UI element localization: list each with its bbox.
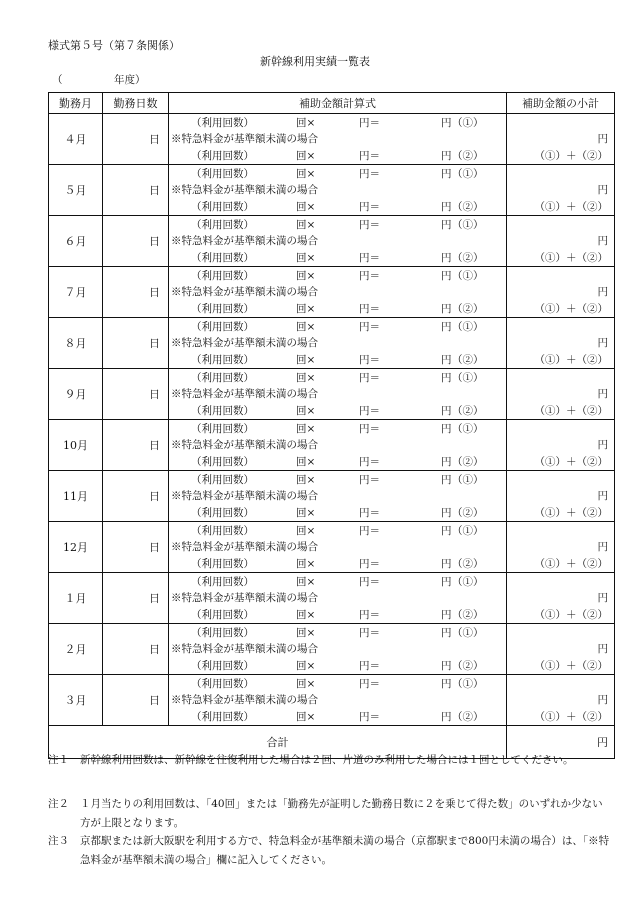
mark-1-label: （①） bbox=[452, 219, 484, 231]
mark-2-label: （②） bbox=[452, 303, 484, 315]
month-cell: 10月 bbox=[49, 420, 103, 471]
yen-label: 円 bbox=[441, 354, 452, 366]
mark-2-label: （②） bbox=[452, 660, 484, 672]
usage-label: （利用回数） bbox=[191, 525, 254, 537]
yen-label: 円 bbox=[441, 423, 452, 435]
total-label: 合計 bbox=[49, 726, 507, 759]
times-label: 回× bbox=[296, 660, 316, 672]
usage-label: （利用回数） bbox=[191, 354, 254, 366]
work-days-field[interactable]: 日 bbox=[103, 624, 169, 675]
formula-cell[interactable] bbox=[169, 624, 507, 675]
month-cell: 12月 bbox=[49, 522, 103, 573]
times-label: 回× bbox=[296, 219, 316, 231]
subtotal-field[interactable] bbox=[507, 165, 615, 216]
work-days-field[interactable]: 日 bbox=[103, 420, 169, 471]
yen-equals-label: 円＝ bbox=[359, 678, 380, 690]
column-header-month: 勤務月 bbox=[49, 93, 103, 114]
subtotal-formula: （①）＋（②） bbox=[534, 558, 608, 570]
yen-equals-label: 円＝ bbox=[359, 219, 380, 231]
times-label: 回× bbox=[296, 372, 316, 384]
note-text: １月当たりの利用回数は、「40回」または「勤務先が証明した勤務日数に２を乗じて得た数」のいずれか少ない方が上限となります。 bbox=[80, 798, 603, 829]
times-label: 回× bbox=[296, 405, 316, 417]
subtotal-formula: （①）＋（②） bbox=[534, 201, 608, 213]
mark-2-label: （②） bbox=[452, 150, 484, 162]
yen-label: 円 bbox=[441, 474, 452, 486]
subtotal-yen-label: 円 bbox=[597, 694, 608, 706]
note-label: 注３ bbox=[48, 835, 69, 847]
column-header-formula: 補助金額計算式 bbox=[169, 93, 507, 114]
subtotal-formula: （①）＋（②） bbox=[534, 711, 608, 723]
table-row bbox=[49, 165, 615, 216]
yen-equals-label: 円＝ bbox=[359, 303, 380, 315]
formula-cell[interactable] bbox=[169, 165, 507, 216]
yen-equals-label: 円＝ bbox=[359, 576, 380, 588]
table-header-row bbox=[49, 93, 615, 114]
yen-label: 円 bbox=[441, 150, 452, 162]
yen-equals-label: 円＝ bbox=[359, 321, 380, 333]
subtotal-field[interactable] bbox=[507, 624, 615, 675]
subtotal-field[interactable] bbox=[507, 267, 615, 318]
yen-label: 円 bbox=[441, 609, 452, 621]
month-cell: ４月 bbox=[49, 114, 103, 165]
usage-label: （利用回数） bbox=[191, 609, 254, 621]
usage-label: （利用回数） bbox=[191, 201, 254, 213]
page-title: 新幹線利用実績一覧表 bbox=[260, 55, 370, 68]
subtotal-yen-label: 円 bbox=[597, 133, 608, 145]
yen-label: 円 bbox=[441, 372, 452, 384]
special-case-label: ※特急料金が基準額未満の場合 bbox=[171, 439, 318, 451]
usage-label: （利用回数） bbox=[191, 558, 254, 570]
yen-label: 円 bbox=[441, 456, 452, 468]
formula-cell[interactable] bbox=[169, 522, 507, 573]
formula-cell[interactable] bbox=[169, 471, 507, 522]
subtotal-formula: （①）＋（②） bbox=[534, 609, 608, 621]
usage-label: （利用回数） bbox=[191, 117, 254, 129]
times-label: 回× bbox=[296, 456, 316, 468]
times-label: 回× bbox=[296, 423, 316, 435]
work-days-field[interactable]: 日 bbox=[103, 573, 169, 624]
subtotal-formula: （①）＋（②） bbox=[534, 456, 608, 468]
month-cell: ６月 bbox=[49, 216, 103, 267]
table-row bbox=[49, 369, 615, 420]
work-days-field[interactable]: 日 bbox=[103, 369, 169, 420]
yen-equals-label: 円＝ bbox=[359, 507, 380, 519]
yen-label: 円 bbox=[441, 507, 452, 519]
mark-2-label: （②） bbox=[452, 456, 484, 468]
yen-equals-label: 円＝ bbox=[359, 423, 380, 435]
special-case-label: ※特急料金が基準額未満の場合 bbox=[171, 694, 318, 706]
subtotal-field[interactable] bbox=[507, 471, 615, 522]
note-label: 注１ bbox=[48, 754, 69, 766]
yen-equals-label: 円＝ bbox=[359, 150, 380, 162]
yen-equals-label: 円＝ bbox=[359, 711, 380, 723]
times-label: 回× bbox=[296, 558, 316, 570]
yen-equals-label: 円＝ bbox=[359, 660, 380, 672]
usage-table bbox=[48, 92, 615, 759]
yen-label: 円 bbox=[441, 201, 452, 213]
usage-label: （利用回数） bbox=[191, 423, 254, 435]
subtotal-yen-label: 円 bbox=[597, 490, 608, 502]
mark-1-label: （①） bbox=[452, 423, 484, 435]
times-label: 回× bbox=[296, 576, 316, 588]
subtotal-yen-label: 円 bbox=[597, 439, 608, 451]
times-label: 回× bbox=[296, 168, 316, 180]
usage-label: （利用回数） bbox=[191, 321, 254, 333]
table-row bbox=[49, 675, 615, 726]
work-days-field[interactable]: 日 bbox=[103, 216, 169, 267]
yen-label: 円 bbox=[441, 576, 452, 588]
table-row bbox=[49, 471, 615, 522]
times-label: 回× bbox=[296, 354, 316, 366]
subtotal-yen-label: 円 bbox=[597, 235, 608, 247]
yen-label: 円 bbox=[441, 303, 452, 315]
yen-label: 円 bbox=[441, 660, 452, 672]
usage-label: （利用回数） bbox=[191, 507, 254, 519]
usage-label: （利用回数） bbox=[191, 660, 254, 672]
month-cell: ３月 bbox=[49, 675, 103, 726]
special-case-label: ※特急料金が基準額未満の場合 bbox=[171, 592, 318, 604]
yen-equals-label: 円＝ bbox=[359, 525, 380, 537]
yen-equals-label: 円＝ bbox=[359, 201, 380, 213]
subtotal-formula: （①）＋（②） bbox=[534, 405, 608, 417]
column-header-subtotal: 補助金額の小計 bbox=[507, 93, 615, 114]
formula-cell[interactable] bbox=[169, 573, 507, 624]
note-label: 注２ bbox=[48, 798, 69, 810]
mark-1-label: （①） bbox=[452, 117, 484, 129]
mark-1-label: （①） bbox=[452, 576, 484, 588]
work-days-field[interactable]: 日 bbox=[103, 522, 169, 573]
mark-2-label: （②） bbox=[452, 609, 484, 621]
yen-label: 円 bbox=[441, 270, 452, 282]
subtotal-yen-label: 円 bbox=[597, 541, 608, 553]
mark-2-label: （②） bbox=[452, 201, 484, 213]
formula-cell[interactable] bbox=[169, 216, 507, 267]
formula-cell[interactable] bbox=[169, 267, 507, 318]
subtotal-formula: （①）＋（②） bbox=[534, 660, 608, 672]
work-days-field[interactable]: 日 bbox=[103, 114, 169, 165]
subtotal-yen-label: 円 bbox=[597, 592, 608, 604]
table-row bbox=[49, 267, 615, 318]
month-cell: １月 bbox=[49, 573, 103, 624]
yen-equals-label: 円＝ bbox=[359, 609, 380, 621]
subtotal-yen-label: 円 bbox=[597, 184, 608, 196]
subtotal-field[interactable] bbox=[507, 573, 615, 624]
mark-1-label: （①） bbox=[452, 168, 484, 180]
year-paren: （ bbox=[52, 74, 63, 86]
mark-1-label: （①） bbox=[452, 627, 484, 639]
table-row bbox=[49, 216, 615, 267]
special-case-label: ※特急料金が基準額未満の場合 bbox=[171, 286, 318, 298]
form-number: 様式第５号（第７条関係） bbox=[48, 39, 180, 52]
table-row bbox=[49, 522, 615, 573]
month-cell: ２月 bbox=[49, 624, 103, 675]
yen-label: 円 bbox=[441, 168, 452, 180]
work-days-field[interactable]: 日 bbox=[103, 471, 169, 522]
subtotal-yen-label: 円 bbox=[597, 286, 608, 298]
yen-label: 円 bbox=[441, 525, 452, 537]
special-case-label: ※特急料金が基準額未満の場合 bbox=[171, 133, 318, 145]
formula-cell[interactable] bbox=[169, 675, 507, 726]
subtotal-formula: （①）＋（②） bbox=[534, 150, 608, 162]
subtotal-formula: （①）＋（②） bbox=[534, 252, 608, 264]
yen-label: 円 bbox=[441, 627, 452, 639]
work-days-field[interactable]: 日 bbox=[103, 318, 169, 369]
mark-2-label: （②） bbox=[452, 405, 484, 417]
formula-cell[interactable] bbox=[169, 420, 507, 471]
subtotal-formula: （①）＋（②） bbox=[534, 507, 608, 519]
table-row bbox=[49, 573, 615, 624]
times-label: 回× bbox=[296, 201, 316, 213]
table-row bbox=[49, 420, 615, 471]
yen-equals-label: 円＝ bbox=[359, 252, 380, 264]
times-label: 回× bbox=[296, 627, 316, 639]
table-row bbox=[49, 624, 615, 675]
subtotal-yen-label: 円 bbox=[597, 388, 608, 400]
usage-label: （利用回数） bbox=[191, 576, 254, 588]
subtotal-formula: （①）＋（②） bbox=[534, 303, 608, 315]
usage-label: （利用回数） bbox=[191, 303, 254, 315]
times-label: 回× bbox=[296, 252, 316, 264]
subtotal-field[interactable] bbox=[507, 522, 615, 573]
special-case-label: ※特急料金が基準額未満の場合 bbox=[171, 235, 318, 247]
column-header-days: 勤務日数 bbox=[103, 93, 169, 114]
mark-1-label: （①） bbox=[452, 321, 484, 333]
yen-equals-label: 円＝ bbox=[359, 474, 380, 486]
yen-equals-label: 円＝ bbox=[359, 456, 380, 468]
usage-label: （利用回数） bbox=[191, 627, 254, 639]
times-label: 回× bbox=[296, 150, 316, 162]
mark-2-label: （②） bbox=[452, 252, 484, 264]
yen-label: 円 bbox=[441, 321, 452, 333]
subtotal-field[interactable] bbox=[507, 420, 615, 471]
table-row bbox=[49, 114, 615, 165]
mark-2-label: （②） bbox=[452, 711, 484, 723]
yen-label: 円 bbox=[441, 405, 452, 417]
subtotal-field[interactable] bbox=[507, 369, 615, 420]
month-cell: 11月 bbox=[49, 471, 103, 522]
work-days-field[interactable]: 日 bbox=[103, 165, 169, 216]
times-label: 回× bbox=[296, 474, 316, 486]
formula-cell[interactable] bbox=[169, 114, 507, 165]
times-label: 回× bbox=[296, 507, 316, 519]
yen-label: 円 bbox=[441, 678, 452, 690]
special-case-label: ※特急料金が基準額未満の場合 bbox=[171, 643, 318, 655]
usage-label: （利用回数） bbox=[191, 270, 254, 282]
special-case-label: ※特急料金が基準額未満の場合 bbox=[171, 337, 318, 349]
mark-2-label: （②） bbox=[452, 507, 484, 519]
month-cell: ９月 bbox=[49, 369, 103, 420]
mark-1-label: （①） bbox=[452, 474, 484, 486]
yen-label: 円 bbox=[441, 711, 452, 723]
mark-2-label: （②） bbox=[452, 354, 484, 366]
total-amount-field[interactable]: 円 bbox=[507, 726, 615, 759]
usage-label: （利用回数） bbox=[191, 372, 254, 384]
year-label: 年度） bbox=[114, 74, 146, 86]
month-cell: ７月 bbox=[49, 267, 103, 318]
usage-label: （利用回数） bbox=[191, 168, 254, 180]
work-days-field[interactable]: 日 bbox=[103, 267, 169, 318]
times-label: 回× bbox=[296, 117, 316, 129]
usage-label: （利用回数） bbox=[191, 711, 254, 723]
subtotal-field[interactable] bbox=[507, 318, 615, 369]
usage-label: （利用回数） bbox=[191, 678, 254, 690]
yen-equals-label: 円＝ bbox=[359, 405, 380, 417]
month-cell: ５月 bbox=[49, 165, 103, 216]
formula-cell[interactable] bbox=[169, 369, 507, 420]
usage-label: （利用回数） bbox=[191, 456, 254, 468]
usage-label: （利用回数） bbox=[191, 219, 254, 231]
yen-equals-label: 円＝ bbox=[359, 354, 380, 366]
mark-1-label: （①） bbox=[452, 678, 484, 690]
mark-1-label: （①） bbox=[452, 525, 484, 537]
month-cell: ８月 bbox=[49, 318, 103, 369]
subtotal-yen-label: 円 bbox=[597, 337, 608, 349]
work-days-field[interactable]: 日 bbox=[103, 675, 169, 726]
times-label: 回× bbox=[296, 609, 316, 621]
subtotal-yen-label: 円 bbox=[597, 643, 608, 655]
times-label: 回× bbox=[296, 525, 316, 537]
yen-label: 円 bbox=[441, 252, 452, 264]
subtotal-field[interactable] bbox=[507, 114, 615, 165]
special-case-label: ※特急料金が基準額未満の場合 bbox=[171, 184, 318, 196]
times-label: 回× bbox=[296, 711, 316, 723]
mark-1-label: （①） bbox=[452, 270, 484, 282]
times-label: 回× bbox=[296, 321, 316, 333]
subtotal-formula: （①）＋（②） bbox=[534, 354, 608, 366]
usage-label: （利用回数） bbox=[191, 252, 254, 264]
subtotal-field[interactable] bbox=[507, 216, 615, 267]
yen-equals-label: 円＝ bbox=[359, 627, 380, 639]
mark-1-label: （①） bbox=[452, 372, 484, 384]
yen-equals-label: 円＝ bbox=[359, 558, 380, 570]
formula-cell[interactable] bbox=[169, 318, 507, 369]
yen-equals-label: 円＝ bbox=[359, 117, 380, 129]
usage-label: （利用回数） bbox=[191, 150, 254, 162]
table-row bbox=[49, 318, 615, 369]
subtotal-field[interactable] bbox=[507, 675, 615, 726]
special-case-label: ※特急料金が基準額未満の場合 bbox=[171, 541, 318, 553]
yen-label: 円 bbox=[441, 558, 452, 570]
mark-2-label: （②） bbox=[452, 558, 484, 570]
yen-equals-label: 円＝ bbox=[359, 168, 380, 180]
yen-label: 円 bbox=[441, 117, 452, 129]
note-text: 新幹線利用回数は、新幹線を往復利用した場合は２回、片道のみ利用した場合には１回としてください。 bbox=[80, 754, 574, 766]
special-case-label: ※特急料金が基準額未満の場合 bbox=[171, 388, 318, 400]
times-label: 回× bbox=[296, 270, 316, 282]
usage-label: （利用回数） bbox=[191, 474, 254, 486]
yen-equals-label: 円＝ bbox=[359, 372, 380, 384]
yen-equals-label: 円＝ bbox=[359, 270, 380, 282]
yen-label: 円 bbox=[441, 219, 452, 231]
times-label: 回× bbox=[296, 678, 316, 690]
times-label: 回× bbox=[296, 303, 316, 315]
note-text: 京都駅または新大阪駅を利用する方で、特急料金が基準額未満の場合（京都駅まで800円未満の場合）は、「※特急料金が基準額未満の場合」欄に記入してください。 bbox=[80, 835, 610, 866]
special-case-label: ※特急料金が基準額未満の場合 bbox=[171, 490, 318, 502]
usage-label: （利用回数） bbox=[191, 405, 254, 417]
